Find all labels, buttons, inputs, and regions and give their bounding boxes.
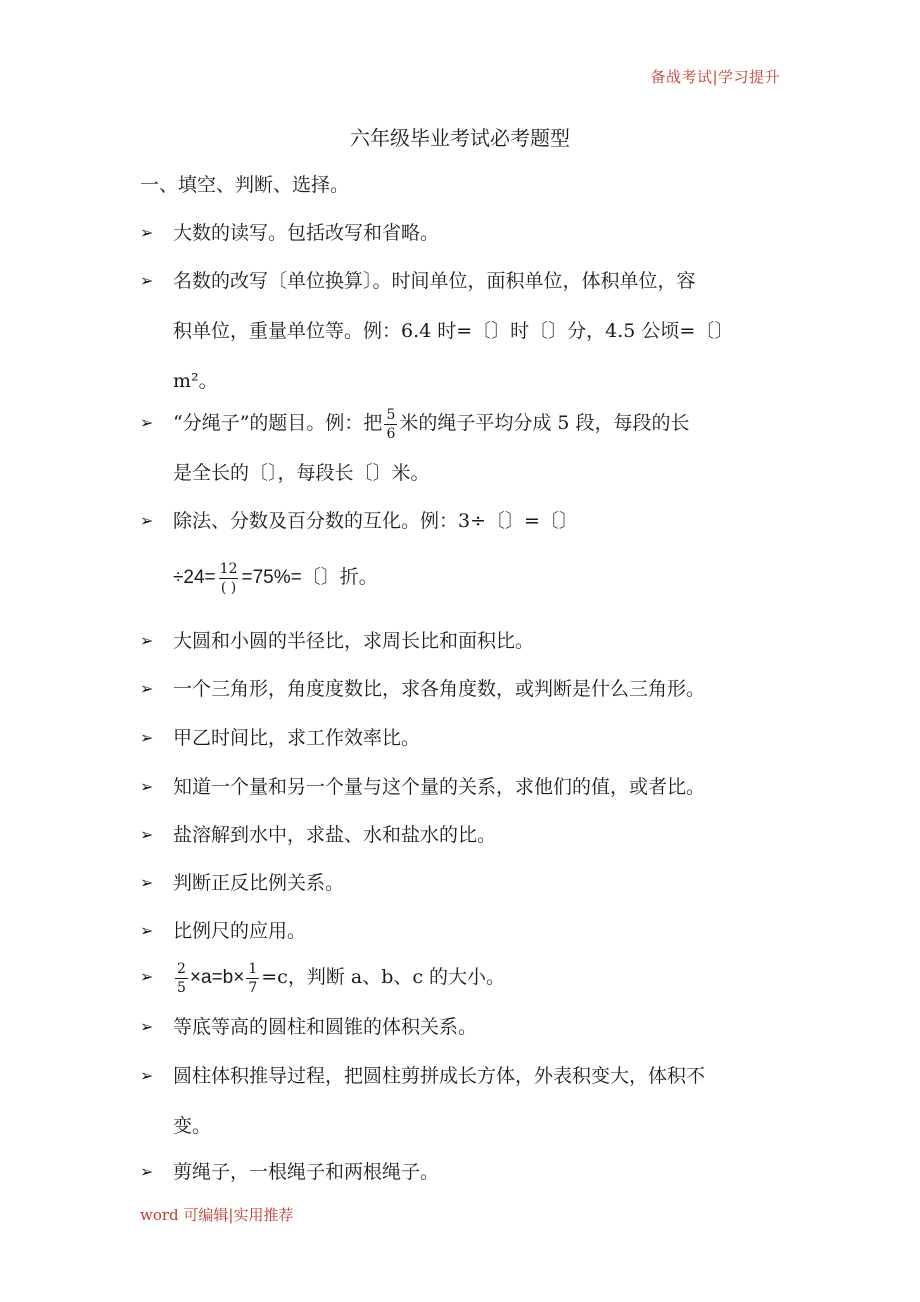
list-item-text: 是全长的〔〕，每段长〔〕米。 bbox=[173, 462, 430, 484]
list-item bbox=[140, 810, 780, 860]
fraction-numerator: 12 bbox=[219, 560, 238, 577]
fraction bbox=[218, 562, 240, 595]
list-item bbox=[140, 713, 780, 763]
arrow-bullet-icon: ➢ bbox=[140, 1162, 154, 1181]
list-item bbox=[140, 398, 780, 498]
text-middle: ×a=b× bbox=[189, 967, 245, 988]
list-item-text: 等底等高的圆柱和圆锥的体积关系。 bbox=[173, 1016, 478, 1038]
fraction bbox=[246, 962, 259, 995]
fraction-denominator: 7 bbox=[248, 979, 258, 996]
header-note: 备战考试|学习提升 bbox=[650, 68, 780, 86]
list-item-text: 变。 bbox=[173, 1115, 212, 1137]
arrow-bullet-icon: ➢ bbox=[140, 777, 154, 796]
list-item bbox=[140, 952, 780, 1002]
list-item bbox=[140, 616, 780, 666]
fraction bbox=[384, 408, 397, 441]
text-suffix: 米的绳子平均分成 5 段，每段的长 bbox=[399, 412, 690, 434]
text-prefix: “分绳子”的题目。例：把 bbox=[173, 412, 383, 434]
fraction-numerator: 2 bbox=[177, 960, 186, 977]
list-item-text: 除法、分数及百分数的互化。例：3÷〔〕=〔〕 bbox=[173, 510, 578, 532]
arrow-bullet-icon: ➢ bbox=[140, 1017, 154, 1036]
arrow-bullet-icon: ➢ bbox=[140, 728, 154, 747]
text-suffix: =75%=〔〕折。 bbox=[241, 567, 378, 588]
list-item-text: 圆柱体积推导过程，把圆柱剪拼成长方体，外表积变大，体积不 bbox=[173, 1065, 706, 1087]
list-item-text: 比例尺的应用。 bbox=[173, 920, 307, 942]
fraction-denominator: 6 bbox=[386, 425, 396, 442]
list-item-text: 盐溶解到水中，求盐、水和盐水的比。 bbox=[173, 824, 497, 846]
list-item-text: 积单位，重量单位等。例：6.4 时=〔〕时〔〕分，4.5 公顷=〔〕 bbox=[173, 320, 734, 342]
arrow-bullet-icon: ➢ bbox=[140, 413, 154, 432]
arrow-bullet-icon: ➢ bbox=[140, 223, 154, 242]
fraction bbox=[175, 962, 188, 995]
fraction-denominator: 5 bbox=[177, 979, 186, 996]
list-item bbox=[140, 1147, 780, 1197]
arrow-bullet-icon: ➢ bbox=[140, 825, 154, 844]
arrow-bullet-icon: ➢ bbox=[140, 631, 154, 650]
list-item-text: 名数的改写〔单位换算〕。时间单位，面积单位，体积单位，容 bbox=[173, 270, 696, 292]
list-item bbox=[140, 496, 780, 608]
list-item bbox=[140, 1051, 780, 1151]
section-heading: 一、填空、判断、选择。 bbox=[140, 174, 350, 196]
list-item bbox=[140, 664, 780, 714]
fraction-numerator: 1 bbox=[248, 960, 258, 977]
arrow-bullet-icon: ➢ bbox=[140, 511, 154, 530]
list-item-text bbox=[140, 398, 780, 448]
arrow-bullet-icon: ➢ bbox=[140, 921, 154, 940]
list-item-text: 知道一个量和另一个量与这个量的关系，求他们的值，或者比。 bbox=[173, 776, 706, 798]
list-item-text: 甲乙时间比，求工作效率比。 bbox=[173, 727, 421, 749]
list-item-text: 判断正反比例关系。 bbox=[173, 872, 345, 894]
arrow-bullet-icon: ➢ bbox=[140, 271, 154, 290]
list-item-text: 一个三角形，角度度数比，求各角度数，或判断是什么三角形。 bbox=[173, 678, 706, 700]
footer-note: word 可编辑|实用推荐 bbox=[140, 1206, 294, 1224]
fraction-denominator: ( ) bbox=[220, 579, 237, 596]
text-suffix: =c，判断 a、b、c 的大小。 bbox=[261, 966, 506, 988]
list-item-text: m²。 bbox=[173, 370, 218, 392]
list-item-text bbox=[140, 546, 780, 608]
fraction-numerator: 5 bbox=[386, 406, 396, 423]
list-item bbox=[140, 208, 780, 258]
list-item bbox=[140, 762, 780, 812]
arrow-bullet-icon: ➢ bbox=[140, 679, 154, 698]
list-item-text bbox=[140, 952, 780, 1002]
arrow-bullet-icon: ➢ bbox=[140, 967, 154, 986]
list-item-text: 剪绳子，一根绳子和两根绳子。 bbox=[173, 1161, 440, 1183]
list-item bbox=[140, 858, 780, 908]
list-item bbox=[140, 1002, 780, 1052]
list-item bbox=[140, 906, 780, 956]
arrow-bullet-icon: ➢ bbox=[140, 1066, 154, 1085]
list-item bbox=[140, 256, 780, 406]
arrow-bullet-icon: ➢ bbox=[140, 873, 154, 892]
text-prefix: ÷24= bbox=[173, 567, 216, 588]
list-item-text: 大数的读写。包括改写和省略。 bbox=[173, 222, 440, 244]
document-title: 六年级毕业考试必考题型 bbox=[350, 126, 570, 150]
list-item-text: 大圆和小圆的半径比，求周长比和面积比。 bbox=[173, 630, 535, 652]
